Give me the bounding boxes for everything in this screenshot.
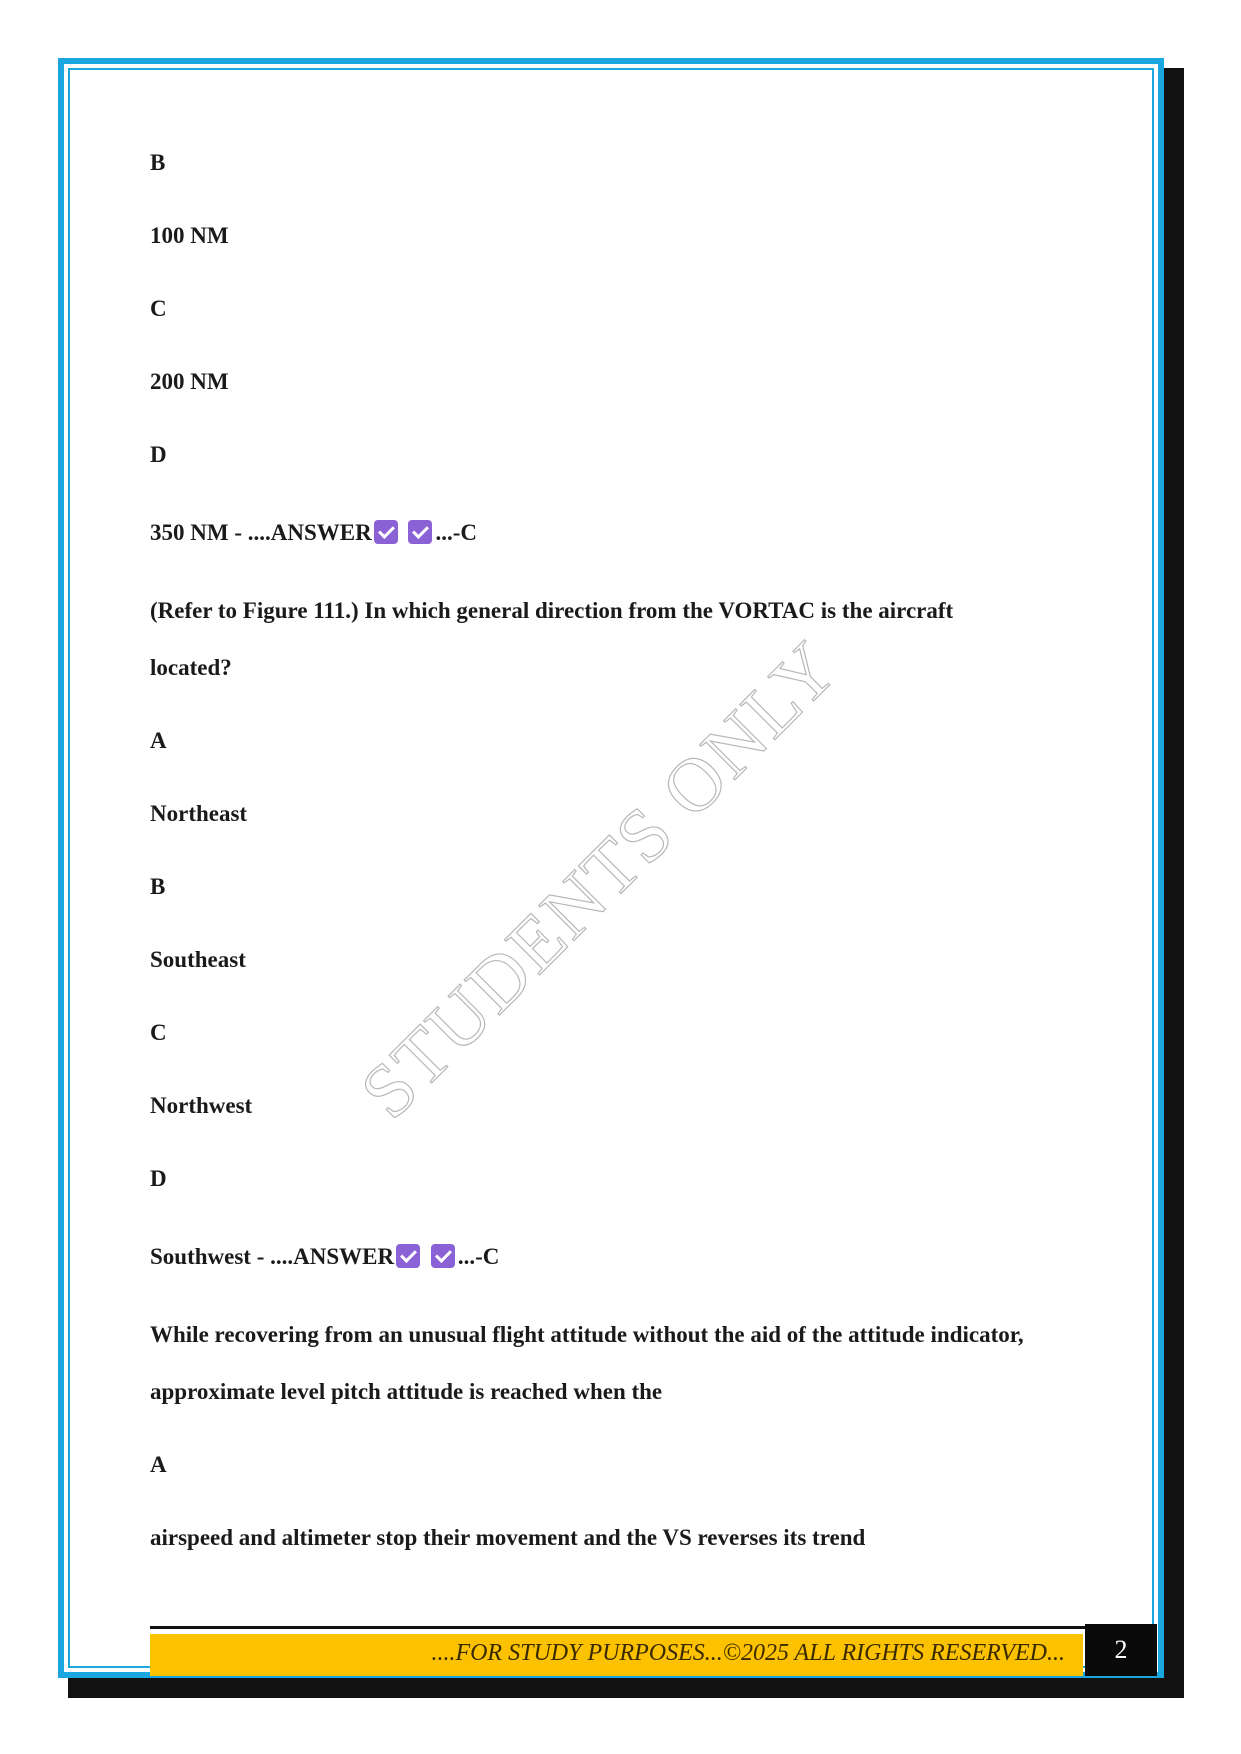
question-text: approximate level pitch attitude is reached when the bbox=[150, 1379, 663, 1404]
check-badge-icon bbox=[408, 520, 432, 544]
answer-suffix: ...-C bbox=[435, 520, 477, 545]
check-badge-icon bbox=[431, 1244, 455, 1268]
answer-suffix: ...-C bbox=[457, 1244, 500, 1269]
option-label: B bbox=[150, 150, 166, 175]
question-text: While recovering from an unusual flight attitude without the aid of the attitude indicator, bbox=[150, 1322, 1024, 1347]
check-badge-icon bbox=[374, 520, 398, 544]
option-label: D bbox=[150, 442, 167, 467]
check-badge-icon bbox=[396, 1244, 420, 1268]
option-text: Northeast bbox=[150, 801, 248, 826]
option-text: airspeed and altimeter stop their movement and the VS reverses its trend bbox=[150, 1525, 866, 1550]
option-text: Northwest bbox=[150, 1093, 253, 1118]
option-text: 200 NM bbox=[150, 369, 229, 394]
footer-rule bbox=[150, 1626, 1085, 1629]
option-label: C bbox=[150, 296, 167, 321]
answer-line bbox=[150, 1242, 499, 1272]
option-label: C bbox=[150, 1020, 167, 1045]
answer-text: 350 NM - ....ANSWER bbox=[150, 520, 372, 545]
answer-line bbox=[150, 518, 477, 548]
watermark: STUDENTS ONLY bbox=[344, 624, 855, 1135]
option-label: B bbox=[150, 874, 166, 899]
option-label: A bbox=[150, 728, 167, 753]
footer-band bbox=[150, 1634, 1083, 1676]
question-text: located? bbox=[150, 655, 232, 680]
footer-text: ....FOR STUDY PURPOSES...©2025 ALL RIGHTS RESERVED... bbox=[431, 1640, 1065, 1666]
option-text: 100 NM bbox=[150, 223, 229, 248]
page-number: 2 bbox=[1085, 1624, 1157, 1676]
question-text: (Refer to Figure 111.) In which general direction from the VORTAC is the aircraft bbox=[150, 598, 954, 623]
option-label: D bbox=[150, 1166, 167, 1191]
option-label: A bbox=[150, 1452, 167, 1477]
answer-text: Southwest - ....ANSWER bbox=[150, 1244, 395, 1269]
option-text: Southeast bbox=[150, 947, 246, 972]
